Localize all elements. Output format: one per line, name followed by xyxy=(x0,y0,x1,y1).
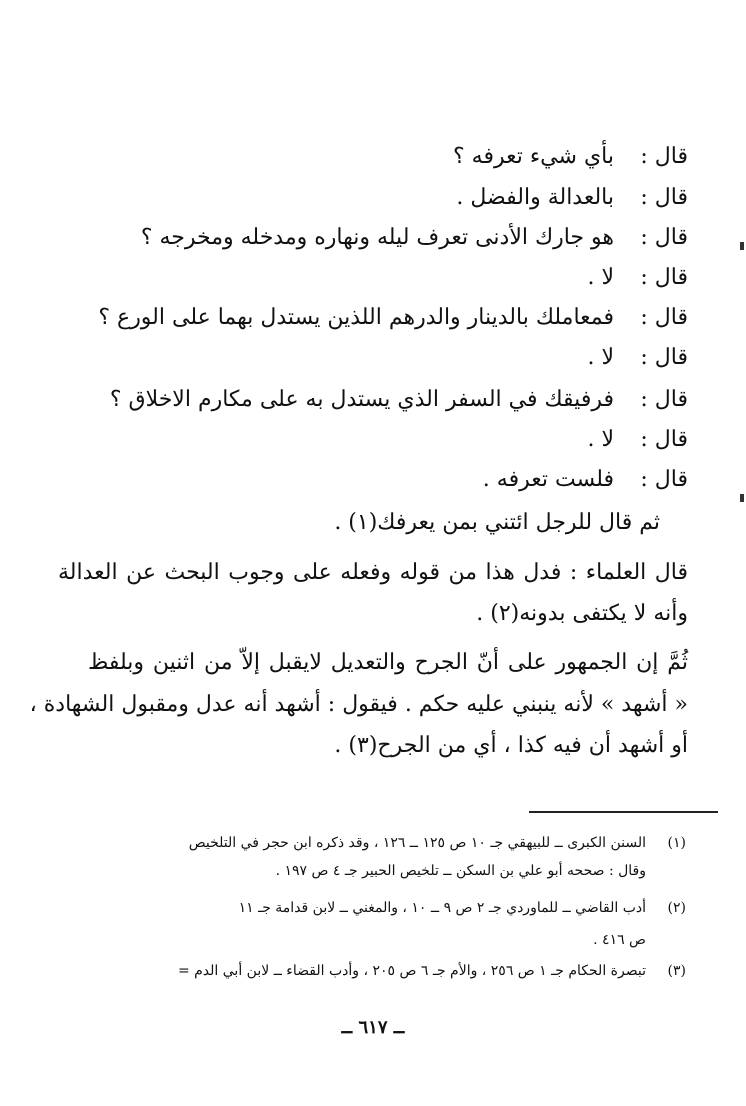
paragraph-line: قال العلماء : فدل هذا من قوله وفعله على وجوب البحث عن العدالة xyxy=(58,560,688,585)
scan-mark xyxy=(740,494,744,502)
speaker: قال : xyxy=(640,185,688,210)
speaker: قال : xyxy=(640,144,688,169)
scan-mark xyxy=(740,242,744,250)
dialogue-line xyxy=(58,420,688,460)
dialogue-line xyxy=(58,137,688,177)
dialogue-text: لا . xyxy=(587,265,614,290)
paragraph-line: أو أشهد أن فيه كذا ، أي من الجرح(٣) . xyxy=(334,733,688,758)
speaker: قال : xyxy=(640,467,688,492)
dialogue-text: فرفيقك في السفر الذي يستدل به على مكارم الاخلاق ؟ xyxy=(109,387,614,412)
footnote-number: (٣) xyxy=(667,963,686,979)
speaker: قال : xyxy=(640,305,688,330)
page-number: ــ ٦١٧ ــ xyxy=(341,1017,405,1038)
footnote-text: أدب القاضي ــ للماوردي جـ ٢ ص ٩ ــ ١٠ ، والمغني ــ لابن قدامة جـ ١١ xyxy=(238,900,646,916)
dialogue-line xyxy=(58,178,688,218)
dialogue-text: بأي شيء تعرفه ؟ xyxy=(452,144,614,169)
footnote-text: السنن الكبرى ــ للبيهقي جـ ١٠ ص ١٢٥ ــ ١٢٦ ، وقد ذكره ابن حجر في التلخيص xyxy=(188,835,646,851)
dialogue-line xyxy=(58,338,688,378)
dialogue-text: لا . xyxy=(587,427,614,452)
paragraph-line: ثُمَّ إن الجمهور على أنّ الجرح والتعديل لايقبل إلاّ من اثنين وبلفظ xyxy=(88,650,688,675)
dialogue-text: فلست تعرفه . xyxy=(482,467,614,492)
dialogue-text: هو جارك الأدنى تعرف ليله ونهاره ومدخله ومخرجه ؟ xyxy=(140,225,614,250)
footnote-continuation: ص ٤١٦ . xyxy=(593,932,646,948)
speaker: قال : xyxy=(640,387,688,412)
speaker: قال : xyxy=(640,265,688,290)
dialogue-text: فمعاملك بالدينار والدرهم اللذين يستدل بهما على الورع ؟ xyxy=(98,305,614,330)
footnote-number: (١) xyxy=(667,835,686,851)
footnote-divider xyxy=(529,811,718,813)
footnote xyxy=(66,830,686,856)
dialogue-text: بالعدالة والفضل . xyxy=(456,185,614,210)
dialogue-line xyxy=(58,218,688,258)
footnote-text: تبصرة الحكام جـ ١ ص ٢٥٦ ، والأم جـ ٦ ص ٢٠٥ ، وأدب القضاء ــ لابن أبي الدم = xyxy=(177,963,646,979)
footnote-number: (٢) xyxy=(667,900,686,916)
speaker: قال : xyxy=(640,225,688,250)
paragraph-line: ثم قال للرجل ائتني بمن يعرفك(١) . xyxy=(334,510,660,535)
dialogue-line xyxy=(58,460,688,500)
dialogue-line xyxy=(58,258,688,298)
speaker: قال : xyxy=(640,345,688,370)
footnote-continuation: وقال : صححه أبو علي بن السكن ــ تلخيص الحبير جـ ٤ ص ١٩٧ . xyxy=(275,863,646,879)
footnote xyxy=(66,958,686,984)
dialogue-line xyxy=(58,380,688,420)
paragraph-line: وأنه لا يكتفى بدونه(٢) . xyxy=(476,601,688,626)
dialogue-text: لا . xyxy=(587,345,614,370)
speaker: قال : xyxy=(640,427,688,452)
dialogue-line xyxy=(58,298,688,338)
footnote xyxy=(66,895,686,921)
paragraph-line: « أشهد » لأنه ينبني عليه حكم . فيقول : أشهد أنه عدل ومقبول الشهادة ، xyxy=(29,692,688,717)
